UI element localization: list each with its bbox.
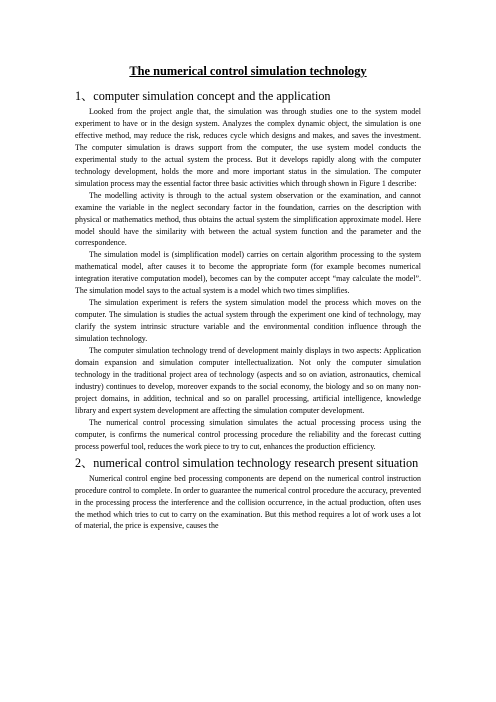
body-paragraph: The computer simulation technology trend of development mainly displays in two aspects: Application domain expansion and simulation computer intellectualization. Not only the computer simulation technology in the traditional project area of technology (aspects and so on aviation, astronautics, chemical industry) continues to develop, moreover expands to the social economy, the biology and so on many non-project domains, in addition, technical and so on parallel processing, artificial intelligence, knowledge library and expert system development are affecting the simulation computer development.	[75, 346, 421, 415]
document-title: The numerical control simulation technology	[129, 64, 367, 78]
body-paragraph: The simulation experiment is refers the system simulation model the process which moves on the computer. The simulation is studies the actual system through the experiment one kind of technology, may clarify the system intrinsic structure variable and the environmental condition influence through the simulation technology.	[75, 298, 421, 344]
body-paragraph: The modelling activity is through to the actual system observation or the examination, and cannot examine the variable in the neglect secondary factor in the foundation, carries on the description with physical or mathematics method, thus obtains the actual system the simplification approximate model. Here model should have the similarity with between the actual system function and the parameter and the correspondence.	[75, 190, 421, 248]
section-heading: 2、numerical control simulation technology research present situation	[75, 455, 419, 470]
body-paragraph: The simulation model is (simplification model) carries on certain algorithm processing to the system mathematical model, after causes it to become the appropriate form (for example becomes numerical integration iterative computation model), becomes can by the computer accept “may calculate the model”. The simulation model says to the actual system is a model which two times simplifies.	[75, 250, 421, 296]
section-heading: 1、computer simulation concept and the application	[75, 89, 331, 103]
body-paragraph: Looked from the project angle that, the simulation was through studies one to the system model experiment to have or in the design system. Analyzes the complex dynamic object, the simulation is one effective method, may reduce the risk, reduces cycle which designs and makes, and saves the investment. The computer simulation is draws support from the computer, the use system model conducts the experimental study to the actual system the process. But it develops rapidly along with the computer technology development, holds the more and more important status in the simulation. The computer simulation process may the essential factor three basic activities which through shown in Figure 1 describe:	[75, 107, 421, 188]
section-computer-simulation	[75, 88, 421, 453]
body-paragraph: The numerical control processing simulation simulates the actual processing process using the computer, is confirms the numerical control processing procedure the reliability and the forecast cutting process powerful tool, reduces the work piece to try to cut, enhances the production efficiency.	[75, 417, 421, 451]
section-numerical-control-research	[75, 455, 421, 533]
body-paragraph: Numerical control engine bed processing components are depend on the numerical control instruction procedure control to complete. In order to guarantee the numerical control procedure the accuracy, prevented in the processing process the interference and the collision occurrence, in the actual production, often uses the method which tries to cut to carry on the examination. But this method requires a lot of work uses a lot of material, the price is expensive, causes the	[75, 473, 421, 531]
document-page	[75, 64, 421, 532]
